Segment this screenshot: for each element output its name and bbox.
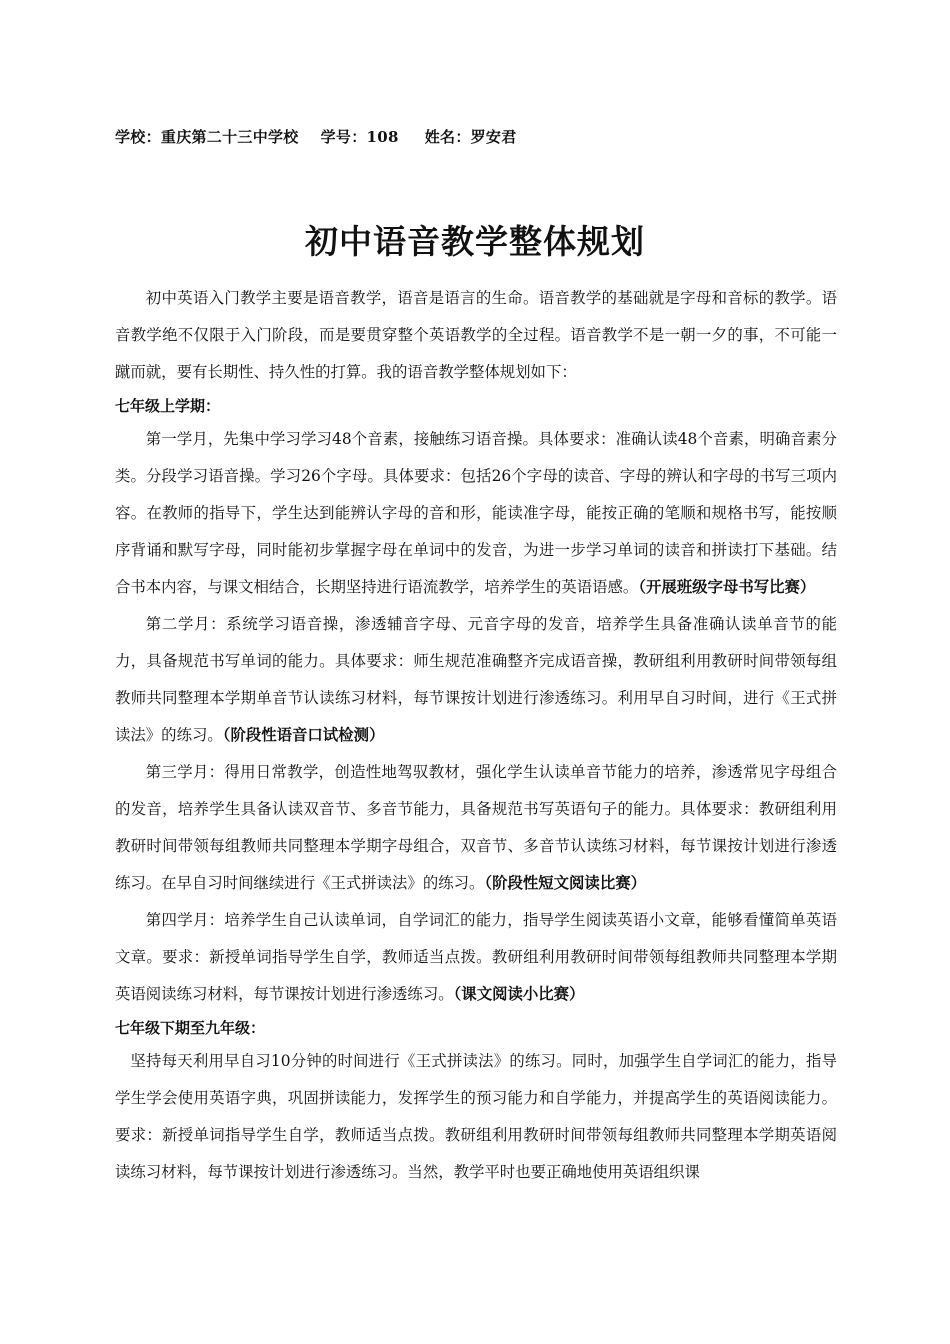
month1-event: （开展班级字母书写比赛） bbox=[638, 578, 816, 596]
student-id-label: 学号：108 bbox=[320, 128, 399, 146]
month1-paragraph bbox=[115, 421, 837, 606]
month4-paragraph bbox=[115, 902, 837, 1013]
month3-paragraph bbox=[115, 754, 837, 902]
student-info-header bbox=[115, 126, 517, 147]
intro-paragraph: 初中英语入门教学主要是语音教学，语音是语言的生命。语音教学的基础就是字母和音标的教学。语音教学绝不仅限于入门阶段，而是要贯穿整个英语教学的全过程。语音教学不是一朝一夕的事，不可能一蹴而就，要有长期性、持久性的打算。我的语音教学整体规划如下： bbox=[115, 289, 837, 381]
month1-text: 第一学月，先集中学习学习48个音素，接触练习语音操。具体要求：准确认读48个音素，明确音素分类。分段学习语音操。学习26个字母。具体要求：包括26个字母的读音、字母的辨认和字母的书写三项内容。在教师的指导下，学生达到能辨认字母的音和形，能读准字母，能按正确的笔顺和规格书写，能按顺序背诵和默写字母，同时能初步掌握字母在单词中的发音，为进一步学习单词的读音和拼读打下基础。结合书本内容，与课文相结合，长期坚持进行语流教学，培养学生的英语语感。 bbox=[115, 430, 837, 596]
school-label: 学校：重庆第二十三中学校 bbox=[115, 128, 299, 146]
document-title: 初中语音教学整体规划 bbox=[305, 222, 645, 261]
month2-paragraph bbox=[115, 606, 837, 754]
section-heading-grade7-to-grade9: 七年级下期至九年级： bbox=[115, 1019, 266, 1037]
document-body bbox=[115, 280, 837, 1191]
month4-text: 第四学月：培养学生自己认读单词，自学词汇的能力，指导学生阅读英语小文章，能够看懂简单英语文章。要求：新授单词指导学生自学，教师适当点拨。教研组利用教研时间带领每组教师共同整理本学期英语阅读练习材料，每节课按计划进行渗透练习。 bbox=[115, 911, 837, 1003]
student-name-label: 姓名：罗安君 bbox=[424, 128, 517, 146]
month4-event: （课文阅读小比赛） bbox=[453, 985, 585, 1003]
month2-text: 第二学月：系统学习语音操，渗透辅音字母、元音字母的发音，培养学生具备准确认读单音节的能力，具备规范书写单词的能力。具体要求：师生规范准确整齐完成语音操，教研组利用教研时间带领每组教师共同整理本学期单音节认读练习材料，每节课按计划进行渗透练习。利用早自习时间，进行《王式拼读法》的练习。 bbox=[115, 615, 837, 744]
month2-event: （阶段性语音口试检测） bbox=[222, 726, 385, 744]
grade7-to-9-paragraph: 坚持每天利用早自习10分钟的时间进行《王式拼读法》的练习。同时，加强学生自学词汇的能力，指导学生学会使用英语字典，巩固拼读能力，发挥学生的预习能力和自学能力，并提高学生的英语阅读能力。要求：新授单词指导学生自学，教师适当点拨。教研组利用教研时间带领每组教师共同整理本学期英语阅读练习材料，每节课按计划进行渗透练习。当然，教学平时也要正确地使用英语组织课 bbox=[115, 1052, 837, 1181]
section-heading-grade7-first-term: 七年级上学期： bbox=[115, 397, 221, 415]
month3-event: （阶段性短文阅读比赛） bbox=[484, 874, 646, 892]
month3-text: 第三学月：得用日常教学，创造性地驾驭教材，强化学生认读单音节能力的培养，渗透常见字母组合的发音，培养学生具备认读双音节、多音节能力，具备规范书写英语句子的能力。具体要求：教研组利用教研时间带领每组教师共同整理本学期字母组合，双音节、多音节认读练习材料，每节课按计划进行渗透练习。在早自习时间继续进行《王式拼读法》的练习。 bbox=[115, 763, 837, 892]
